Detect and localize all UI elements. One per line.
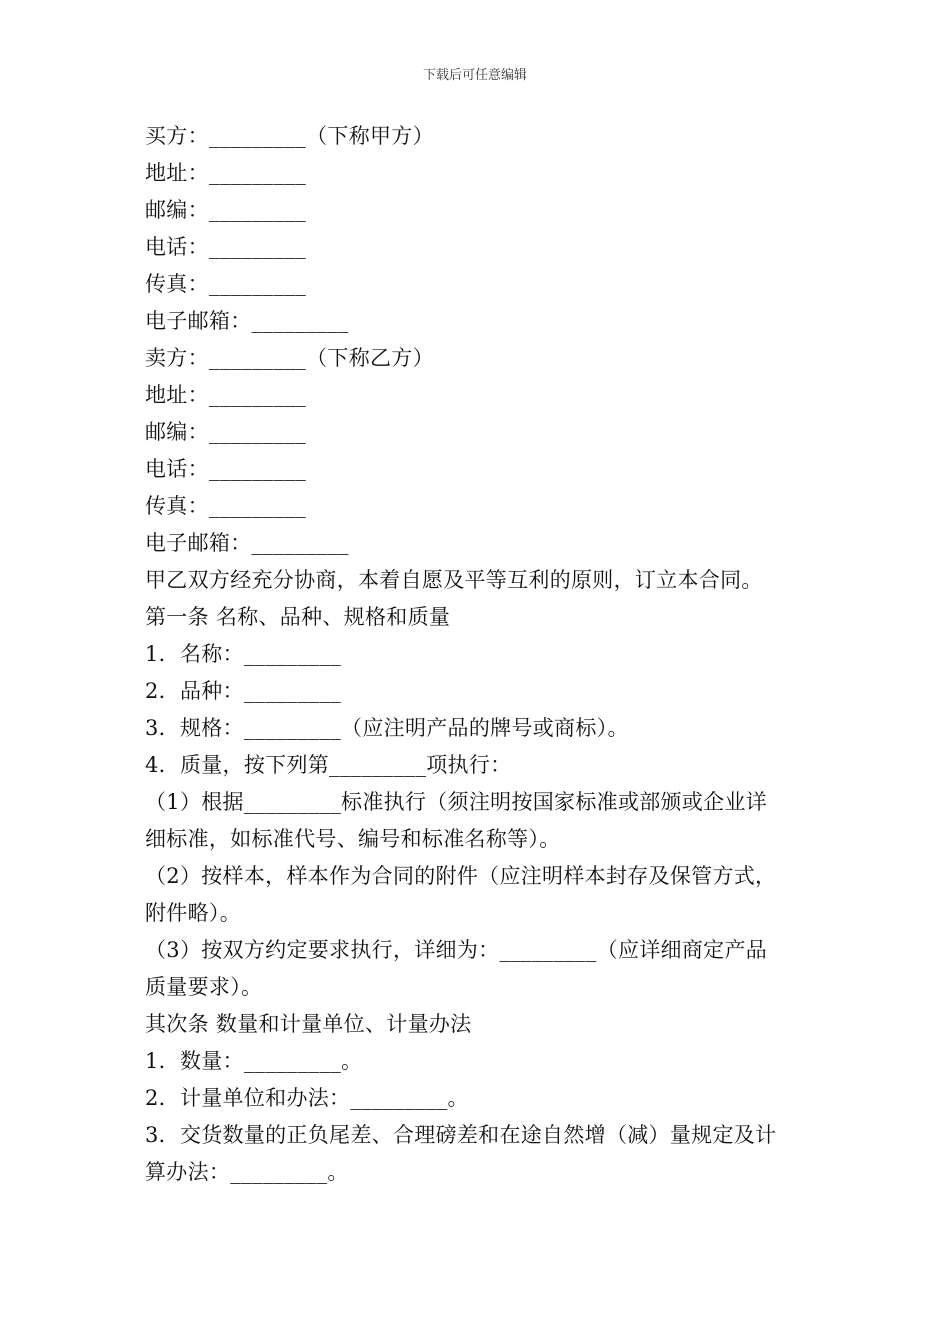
seller-phone-line: 电话：_________ (145, 457, 307, 481)
seller-postcode-line: 邮编：_________ (145, 420, 307, 444)
article-1-heading: 第一条 名称、品种、规格和质量 (145, 605, 451, 629)
buyer-fax-line: 传真：_________ (145, 272, 307, 296)
buyer-email-line: 电子邮箱：_________ (145, 309, 349, 333)
article-1-item-name: 1．名称：_________ (145, 642, 342, 666)
article-2-item-quantity: 1．数量：_________。 (145, 1049, 363, 1073)
article-1-item-spec: 3．规格：_________（应注明产品的牌号或商标）。 (145, 716, 629, 740)
contract-body (145, 118, 810, 1191)
agreement-intro: 甲乙双方经充分协商，本着自愿及平等互利的原则，订立本合同。 (145, 568, 763, 592)
buyer-address-line: 地址：_________ (145, 161, 307, 185)
article-2-item-tolerance-line-1: 3．交货数量的正负尾差、合理磅差和在途自然增（减）量规定及计 (145, 1123, 777, 1147)
quality-option-3-line-2: 质量要求）。 (145, 975, 263, 999)
page-header-note: 下载后可任意编辑 (422, 68, 527, 83)
seller-line: 卖方：_________（下称乙方） (145, 346, 434, 370)
article-1-item-variety: 2．品种：_________ (145, 679, 342, 703)
buyer-phone-line: 电话：_________ (145, 235, 307, 259)
quality-option-1-line-2: 细标准，如标准代号、编号和标准名称等）。 (145, 827, 561, 851)
article-1-item-quality: 4．质量，按下列第_________项执行： (145, 753, 512, 777)
seller-fax-line: 传真：_________ (145, 494, 307, 518)
buyer-postcode-line: 邮编：_________ (145, 198, 307, 222)
seller-address-line: 地址：_________ (145, 383, 307, 407)
buyer-line: 买方：_________（下称甲方） (145, 124, 434, 148)
article-2-item-tolerance-line-2: 算办法：_________。 (145, 1160, 349, 1184)
article-2-item-unit: 2．计量单位和办法：_________。 (145, 1086, 469, 1110)
quality-option-3-line-1: （3）按双方约定要求执行，详细为：_________（应详细商定产品 (145, 938, 768, 962)
seller-email-line: 电子邮箱：_________ (145, 531, 349, 555)
quality-option-1-line-1: （1）根据_________标准执行（须注明按国家标准或部颁或企业详 (145, 790, 768, 814)
quality-option-2-line-1: （2）按样本，样本作为合同的附件（应注明样本封存及保管方式， (145, 864, 777, 888)
quality-option-2-line-2: 附件略）。 (145, 901, 241, 925)
article-2-heading: 其次条 数量和计量单位、计量办法 (145, 1012, 472, 1036)
